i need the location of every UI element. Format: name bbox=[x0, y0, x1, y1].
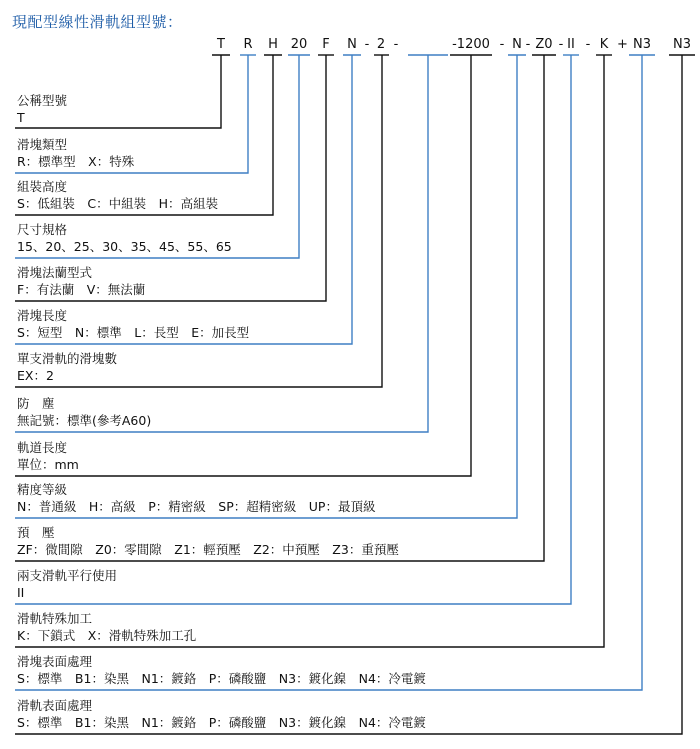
code-block-count: 2 bbox=[376, 37, 386, 52]
field-desc: 單位：mm bbox=[17, 457, 79, 472]
code-rail-surface: N3 bbox=[673, 37, 691, 52]
field-label: 尺寸規格 bbox=[17, 222, 68, 237]
code-dash-4: - bbox=[525, 37, 531, 52]
field-desc: ZF：微間隙 Z0：零間隙 Z1：輕預壓 Z2：中預壓 Z3：重預壓 bbox=[17, 542, 399, 557]
code-block-surface: N3 bbox=[633, 37, 651, 52]
field-desc: 無記號：標準(參考A60) bbox=[17, 413, 152, 428]
field-rail-length bbox=[17, 439, 79, 473]
field-label: 兩支滑軌平行使用 bbox=[17, 568, 118, 583]
field-size bbox=[17, 221, 232, 255]
field-desc: R：標準型 X：特殊 bbox=[17, 154, 135, 169]
code-assembly-height: H bbox=[268, 37, 278, 52]
field-desc: S：低組裝 C：中組裝 H：高組裝 bbox=[17, 196, 219, 211]
field-assembly-height bbox=[17, 178, 218, 212]
field-desc: 15、20、25、30、35、45、55、65 bbox=[17, 239, 232, 254]
field-desc: EX：2 bbox=[17, 368, 54, 383]
field-parallel bbox=[17, 567, 117, 601]
field-label: 滑塊類型 bbox=[17, 137, 68, 152]
field-label: 組裝高度 bbox=[17, 179, 68, 194]
field-preload bbox=[17, 524, 399, 558]
field-label: 滑軌特殊加工 bbox=[17, 611, 93, 626]
code-block-type: R bbox=[243, 37, 253, 52]
code-series: T bbox=[217, 37, 225, 52]
field-desc: S：標準 B1：染黑 N1：鍍鉻 P：磷酸鹽 N3：鍍化鎳 N4：冷電鍍 bbox=[17, 671, 426, 686]
field-label: 防 塵 bbox=[17, 396, 55, 411]
code-dash-5: - bbox=[558, 37, 564, 52]
code-dash-6: - bbox=[585, 37, 591, 52]
code-dash-2: - bbox=[393, 37, 399, 52]
field-label: 預 壓 bbox=[17, 525, 55, 540]
field-series bbox=[17, 92, 67, 126]
field-dust bbox=[17, 395, 151, 429]
field-desc: N：普通級 H：高級 P：精密級 SP：超精密級 UP：最頂級 bbox=[17, 499, 376, 514]
field-label: 滑塊表面處理 bbox=[17, 654, 93, 669]
field-desc: S：標準 B1：染黑 N1：鍍鉻 P：磷酸鹽 N3：鍍化鎳 N4：冷電鍍 bbox=[17, 715, 426, 730]
field-desc: K：下鎖式 X：滑軌特殊加工孔 bbox=[17, 628, 197, 643]
code-preload: Z0 bbox=[535, 37, 553, 52]
code-parallel: II bbox=[567, 37, 575, 52]
field-label: 滑塊長度 bbox=[17, 308, 68, 323]
field-rail-special bbox=[17, 610, 196, 644]
field-label: 滑軌表面處理 bbox=[17, 698, 93, 713]
field-desc: II bbox=[17, 585, 25, 600]
field-block-length bbox=[17, 307, 249, 341]
field-desc: F：有法蘭 V：無法蘭 bbox=[17, 282, 146, 297]
field-block-surface bbox=[17, 653, 426, 687]
field-desc: S：短型 N：標準 L：長型 E：加長型 bbox=[17, 325, 250, 340]
field-flange bbox=[17, 264, 145, 298]
code-dash-3: - bbox=[499, 37, 505, 52]
field-label: 精度等級 bbox=[17, 482, 68, 497]
code-accuracy: N bbox=[512, 37, 522, 52]
field-label: 軌道長度 bbox=[17, 440, 68, 455]
code-block-length: N bbox=[347, 37, 357, 52]
field-label: 公稱型號 bbox=[17, 93, 68, 108]
code-flange: F bbox=[322, 37, 330, 52]
field-label: 單支滑軌的滑塊數 bbox=[17, 351, 118, 366]
field-accuracy bbox=[17, 481, 375, 515]
code-size: 20 bbox=[290, 37, 308, 52]
field-desc: T bbox=[17, 110, 25, 125]
code-plus: + bbox=[617, 37, 628, 52]
code-rail-length: -1200 bbox=[452, 37, 490, 52]
field-block-type bbox=[17, 136, 134, 170]
field-label: 滑塊法蘭型式 bbox=[17, 265, 93, 280]
field-rail-surface bbox=[17, 697, 426, 731]
code-rail-special: K bbox=[599, 37, 609, 52]
field-block-count bbox=[17, 350, 117, 384]
page-title: 現配型線性滑軌組型號： bbox=[12, 13, 183, 31]
code-dash-1: - bbox=[364, 37, 370, 52]
